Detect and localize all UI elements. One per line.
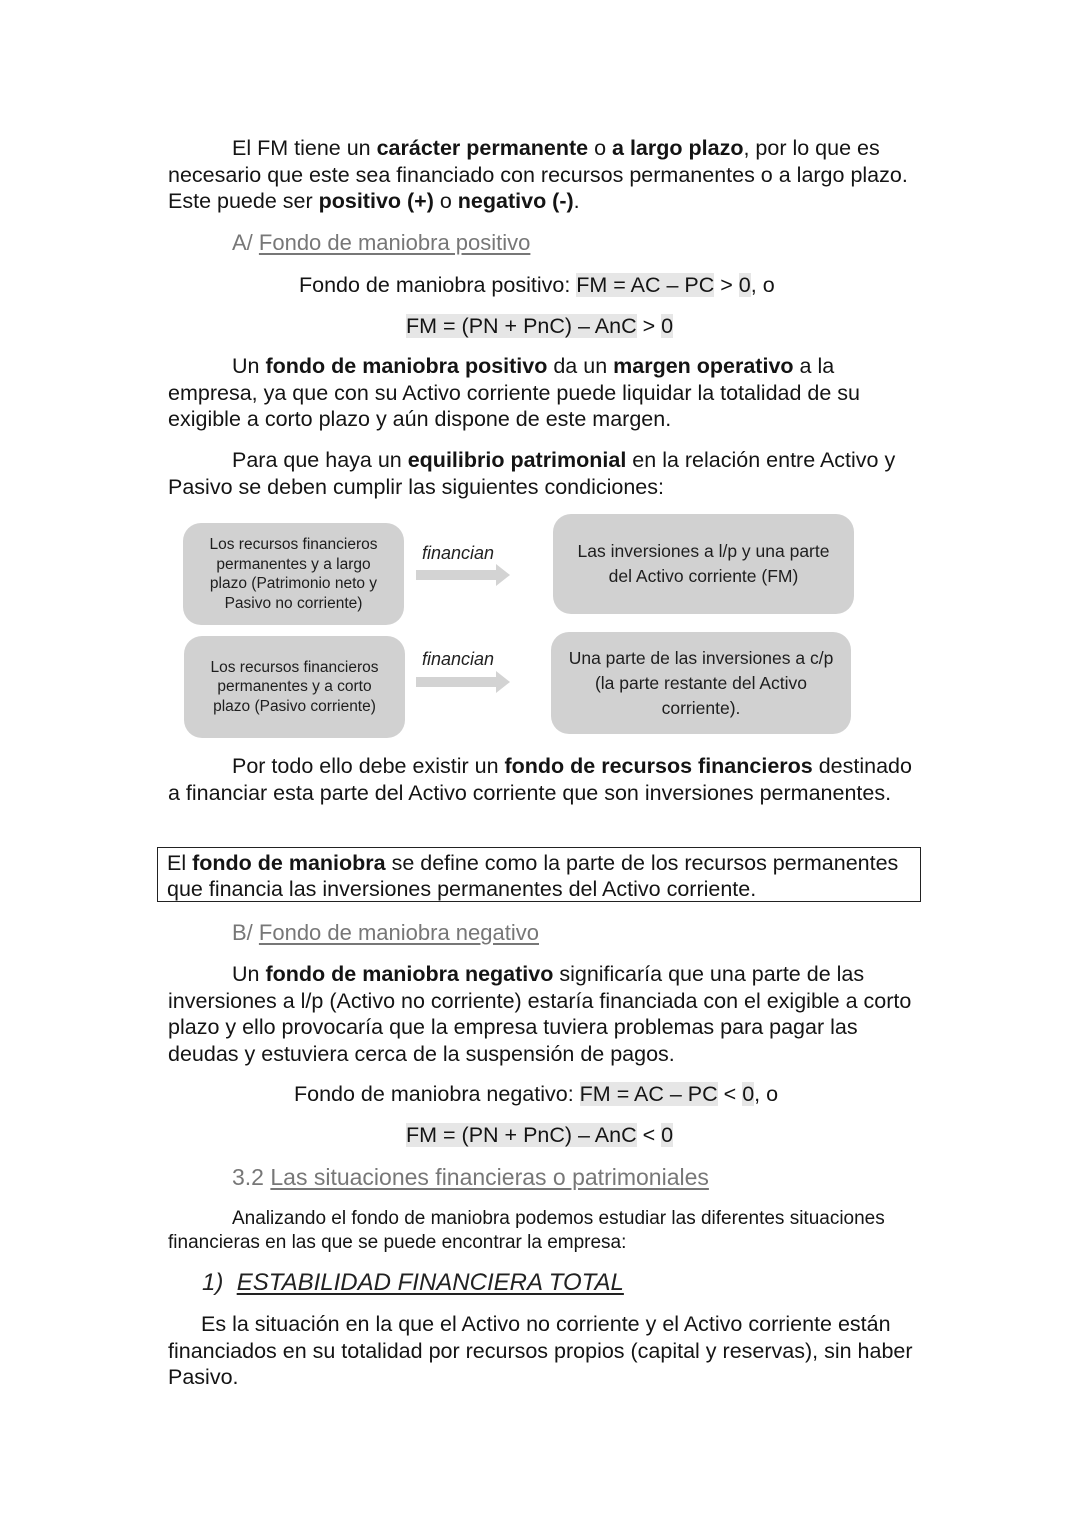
diagram-box-short-term-resources: Los recursos financieros permanentes y a corto plazo (Pasivo corriente) [184,636,405,738]
total-stability-paragraph: Es la situación en la que el Activo no corriente y el Activo corriente están financiados en su totalidad por recursos propios (capital y reservas), sin haber Pasivo. [168,1312,913,1389]
heading-positive-working-capital: A/ Fondo de maniobra positivo [232,230,531,255]
definition-box: El fondo de maniobra se define como la parte de los recursos permanentes que financia las inversiones permanentes del Activo corriente. [157,847,921,902]
diagram-box-long-term-investments: Las inversiones a l/p y una parte del Activo corriente (FM) [553,514,854,614]
heading-financial-situations: 3.2 Las situaciones financieras o patrimoniales [232,1164,709,1190]
intro-paragraph: El FM tiene un carácter permanente o a largo plazo, por lo que es necesario que este sea financiado con recursos permanentes o a largo plazo. Este puede ser positivo (+) o negativo (-). [168,136,908,213]
arrow-right-icon [416,671,512,693]
equilibrium-paragraph: Para que haya un equilibrio patrimonial en la relación entre Activo y Pasivo se deben cumplir las siguientes condiciones: [168,448,896,499]
arrow-right-icon [416,564,512,586]
negative-explanation-paragraph: Un fondo de maniobra negativo significaría que una parte de las inversiones a l/p (Activo no corriente) estaría financiada con el exigible a corto plazo y ello provocaría que la empresa tuviera problemas para pagar las deudas y estuviera cerca de la suspensión de pagos. [168,962,912,1066]
situations-intro-paragraph: Analizando el fondo de maniobra podemos estudiar las diferentes situaciones financieras en las que se puede encontrar la empresa: [168,1208,885,1253]
financial-resources-paragraph: Por todo ello debe existir un fondo de recursos financieros destinado a financiar esta parte del Activo corriente que son inversiones permanentes. [168,754,912,805]
diagram-box-long-term-resources: Los recursos financieros permanentes y a largo plazo (Patrimonio neto y Pasivo no corriente) [183,523,404,625]
positive-explanation-paragraph: Un fondo de maniobra positivo da un margen operativo a la empresa, ya que con su Activo corriente puede liquidar la totalidad de su exigible a corto plazo y aún dispone de este margen. [168,354,861,431]
heading-negative-working-capital: B/ Fondo de maniobra negativo [232,920,539,945]
diagram-arrow-label-1: financian [422,543,495,563]
section-title-total-stability: 1) ESTABILIDAD FINANCIERA TOTAL [202,1269,624,1296]
diagram-arrow-label-2: financian [422,649,495,669]
formula-positive-line2: FM = (PN + PnC) – AnC > 0 [406,314,674,338]
formula-negative-line1: Fondo de maniobra negativo: FM = AC – PC < 0, o [294,1082,779,1106]
formula-positive-line1: Fondo de maniobra positivo: FM = AC – PC > 0, o [299,273,775,297]
formula-negative-line2: FM = (PN + PnC) – AnC < 0 [406,1123,674,1147]
diagram-box-short-term-investments: Una parte de las inversiones a c/p (la parte restante del Activo corriente). [551,632,851,734]
